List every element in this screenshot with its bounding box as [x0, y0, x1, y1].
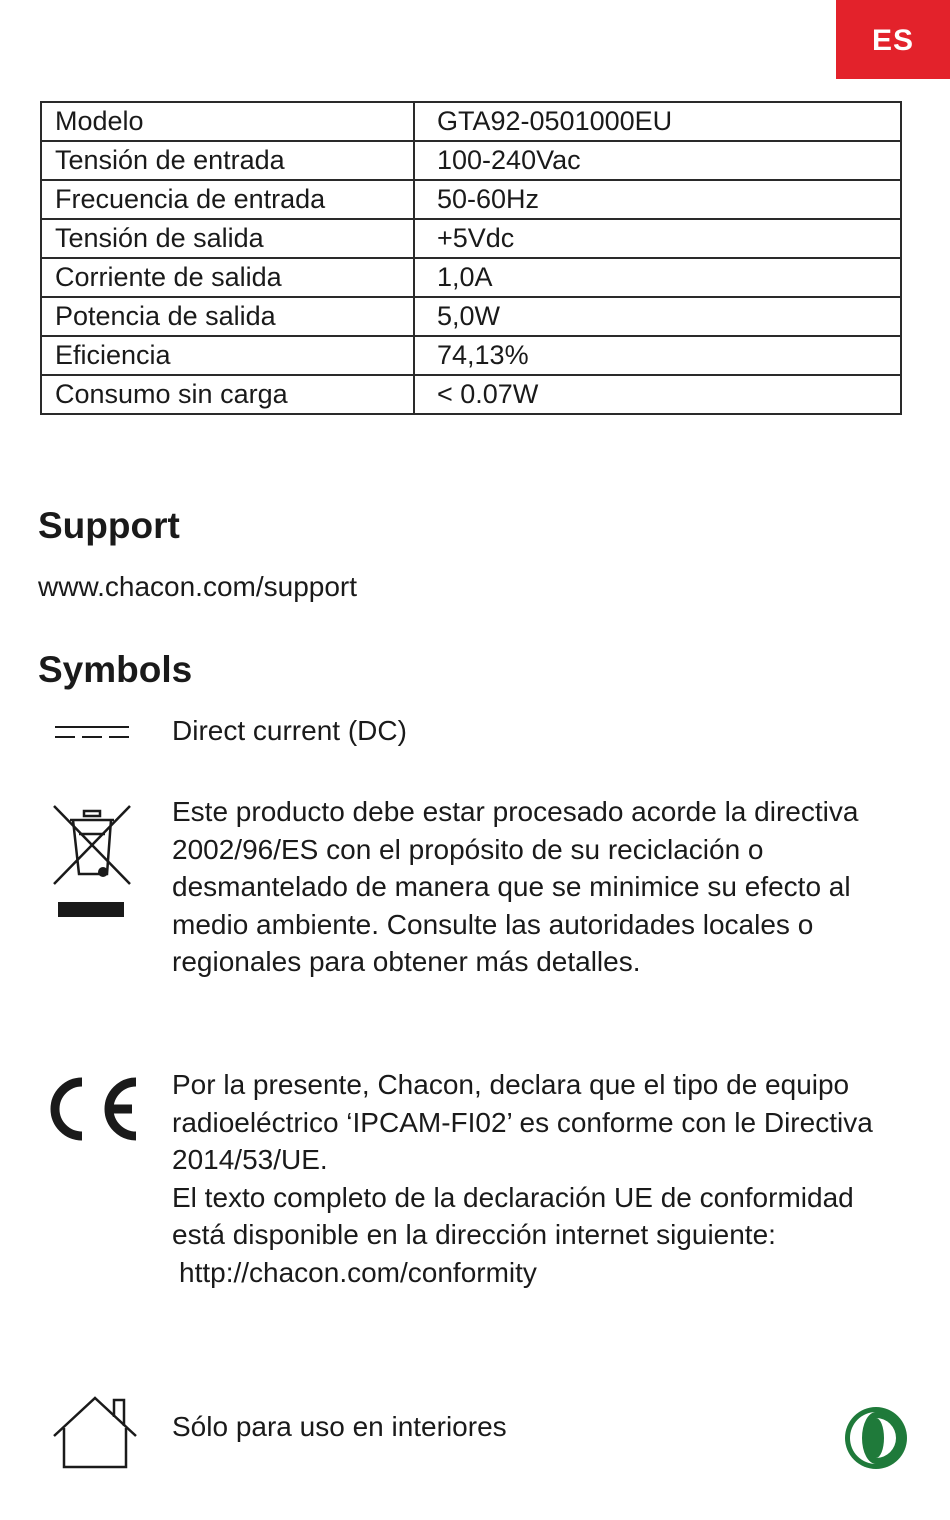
table-row	[41, 102, 901, 141]
table-row	[41, 141, 901, 180]
ce-declaration	[172, 1066, 912, 1292]
spec-value: 74,13%	[414, 336, 901, 375]
symbols-heading: Symbols	[38, 649, 193, 690]
green-dot-icon	[842, 1404, 910, 1472]
indoor-use-text: Sólo para uso en interiores	[172, 1411, 507, 1442]
spec-label: Tensión de salida	[41, 219, 414, 258]
table-row	[41, 258, 901, 297]
support-heading: Support	[38, 505, 180, 546]
language-badge-label: ES	[871, 23, 915, 57]
spec-label: Consumo sin carga	[41, 375, 414, 414]
table-row	[41, 219, 901, 258]
spec-value: < 0.07W	[414, 375, 901, 414]
table-row	[41, 336, 901, 375]
spec-label: Corriente de salida	[41, 258, 414, 297]
spec-value: GTA92-0501000EU	[414, 102, 901, 141]
spec-value: 1,0A	[414, 258, 901, 297]
ce-mark-icon	[44, 1074, 144, 1144]
table-row	[41, 297, 901, 336]
direct-current-icon	[54, 724, 130, 740]
spec-value: 100-240Vac	[414, 141, 901, 180]
specifications-table	[40, 101, 902, 415]
spec-label: Modelo	[41, 102, 414, 141]
ce-conformity-text: El texto completo de la declaración UE de conformidad está disponible en la dirección internet siguiente:	[172, 1181, 854, 1251]
weee-description: Este producto debe estar procesado acorde la directiva 2002/96/ES con el propósito de su reciclación o desmantelado de manera que se minimice su efecto al medio ambiente. Consulte las autoridades locales o regionales para obtener más detalles.	[172, 796, 859, 978]
spec-value: +5Vdc	[414, 219, 901, 258]
house-icon	[52, 1394, 138, 1470]
spec-label: Frecuencia de entrada	[41, 180, 414, 219]
table-row	[41, 180, 901, 219]
language-badge	[836, 0, 950, 79]
support-link[interactable]: www.chacon.com/support	[38, 571, 358, 602]
dc-description: Direct current (DC)	[172, 715, 407, 746]
spec-value: 5,0W	[414, 297, 901, 336]
spec-label: Tensión de entrada	[41, 141, 414, 180]
spec-label: Potencia de salida	[41, 297, 414, 336]
ce-declaration-text: Por la presente, Chacon, declara que el tipo de equipo radioeléctrico ‘IPCAM-FI02’ es conforme con le Directiva 2014/53/UE.	[172, 1069, 873, 1176]
table-row	[41, 375, 901, 414]
conformity-link[interactable]: http://chacon.com/conformity	[179, 1256, 537, 1288]
spec-label: Eficiencia	[41, 336, 414, 375]
spec-value: 50-60Hz	[414, 180, 901, 219]
crossed-out-wheelie-bin-icon	[50, 800, 134, 920]
